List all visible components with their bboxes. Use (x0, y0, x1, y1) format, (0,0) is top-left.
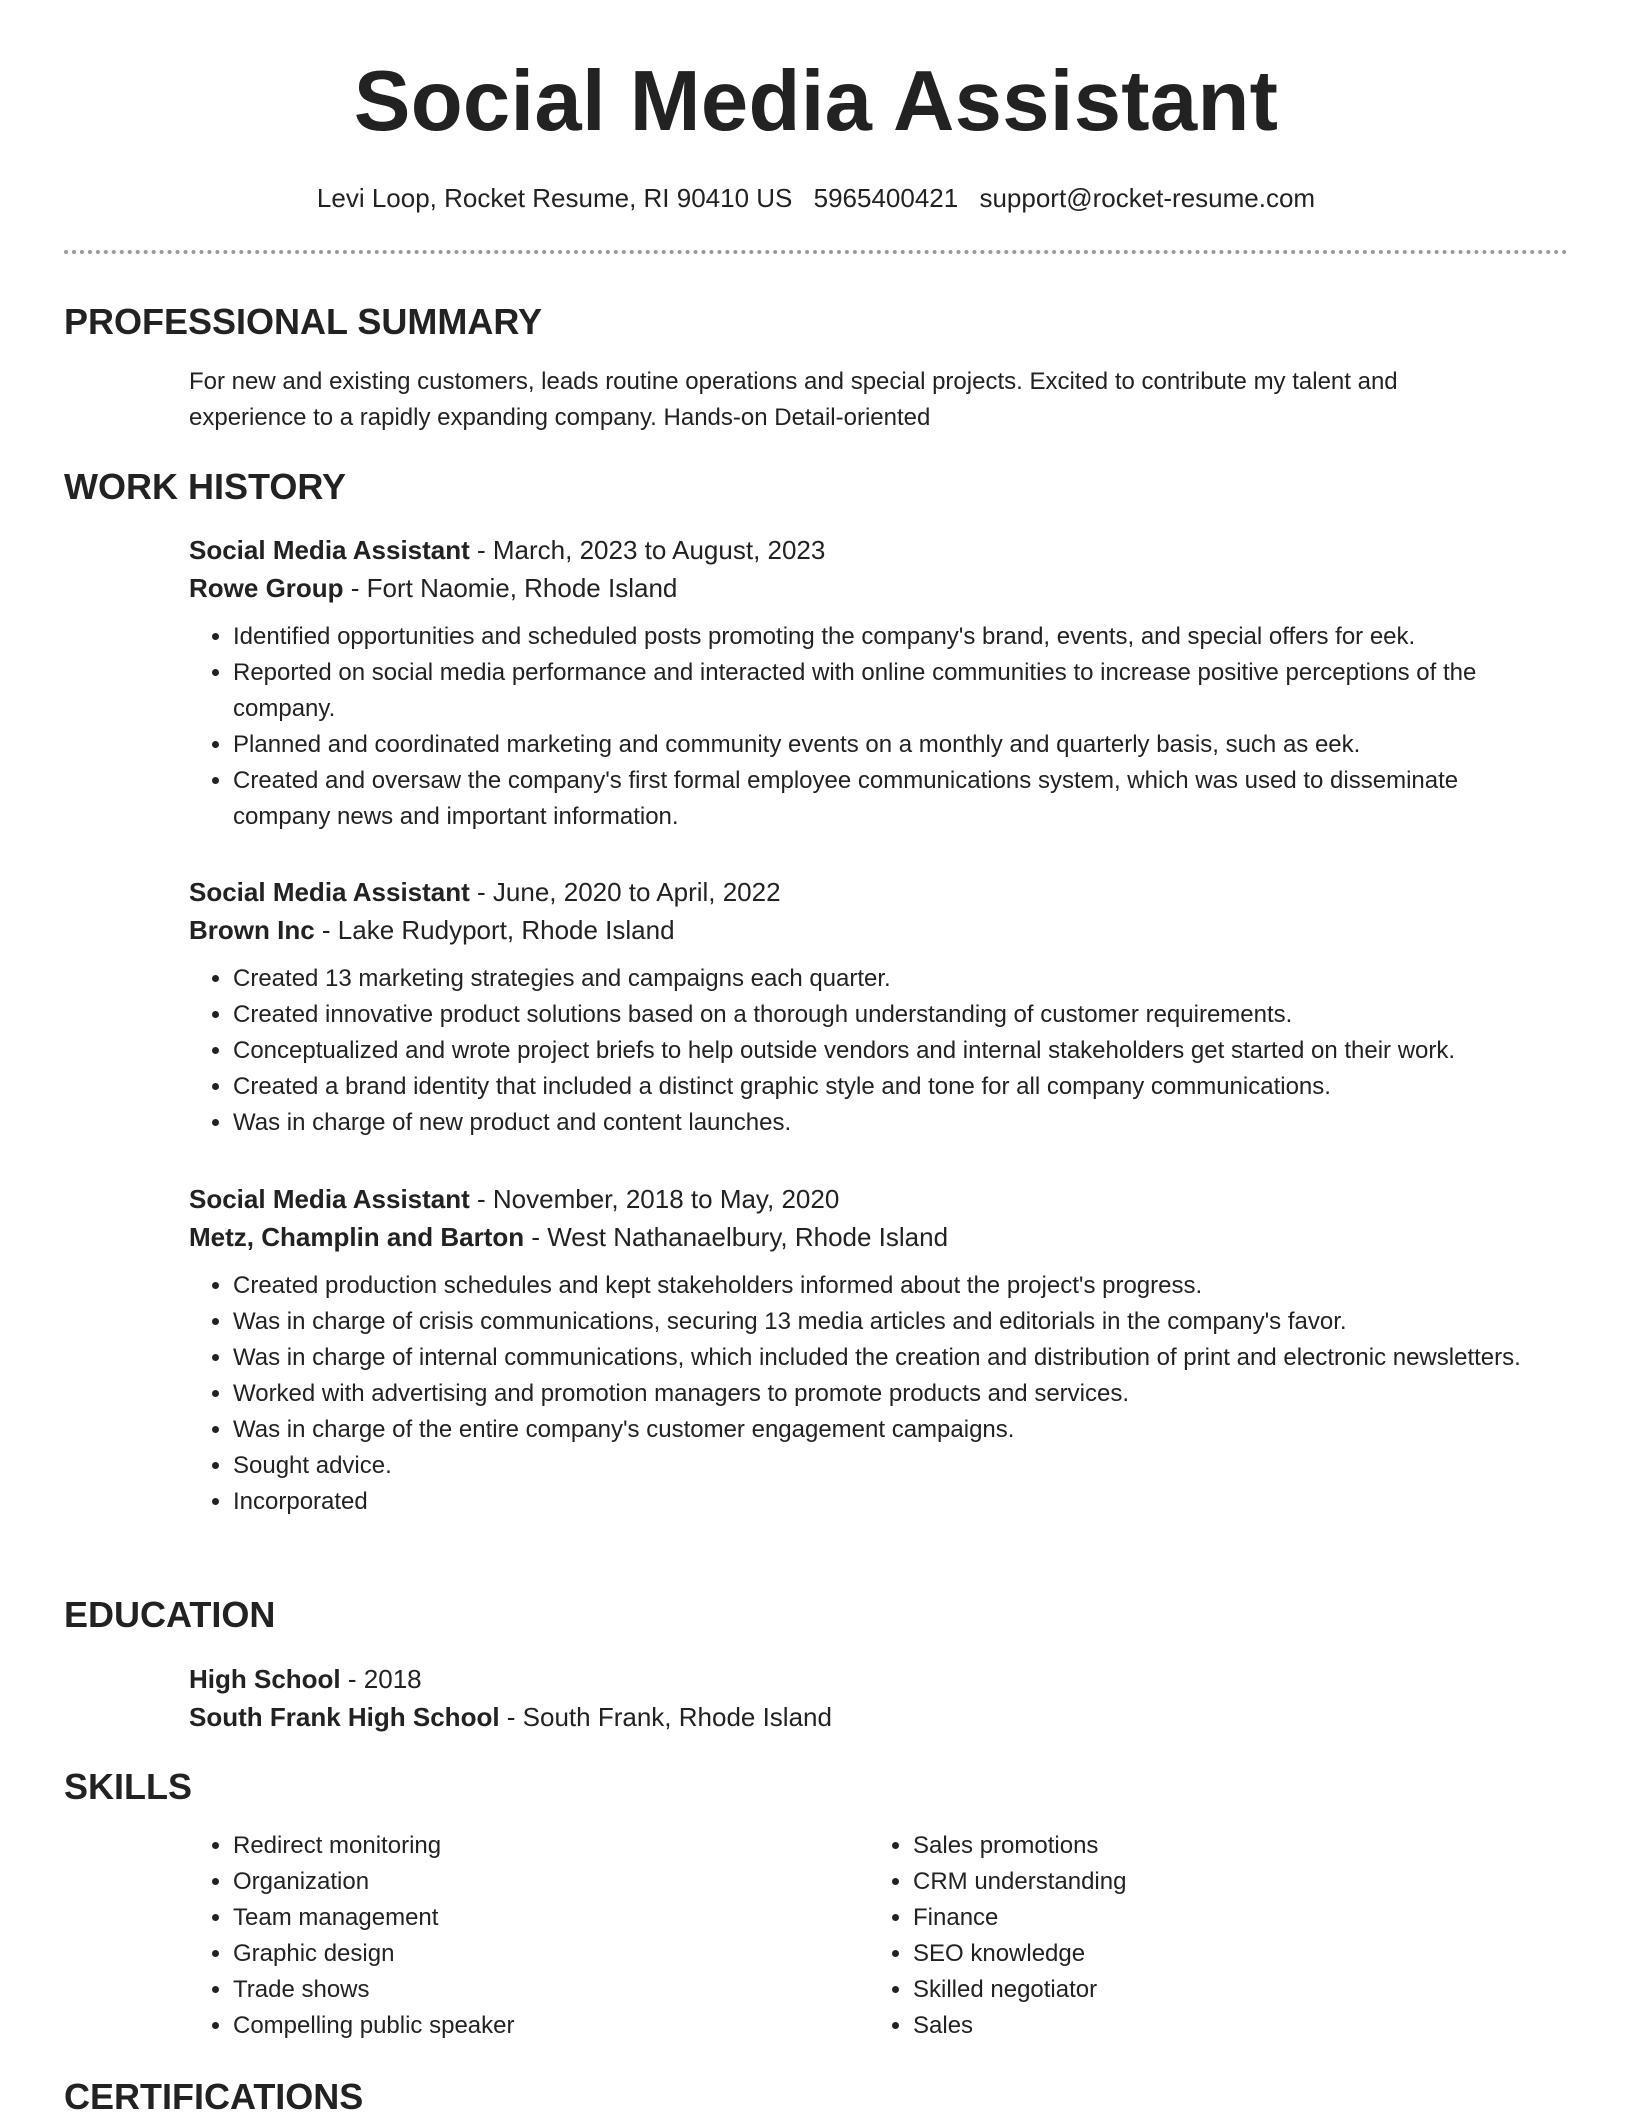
job-role: Social Media Assistant (189, 535, 470, 565)
job-company-line (189, 911, 1559, 949)
list-item: • Created a brand identity that included a distinct graphic style and tone for all company communications. (233, 1069, 1559, 1105)
job-company: Metz, Champlin and Barton (189, 1222, 525, 1252)
skill-item: • Team management (233, 1900, 833, 1936)
job-company: Rowe Group (189, 573, 344, 603)
skill-item: • SEO knowledge (913, 1936, 1513, 1972)
contact-line (0, 180, 1632, 216)
job-title-line (189, 873, 1559, 911)
skill-item: • Finance (913, 1900, 1513, 1936)
list-item: • Reported on social media performance and interacted with online communities to increase positive perceptions of the company. (233, 655, 1559, 727)
contact-phone: 5965400421 (813, 183, 959, 213)
skill-item: • Redirect monitoring (233, 1828, 833, 1864)
job-dates: - March, 2023 to August, 2023 (469, 535, 826, 565)
skill-item: • Graphic design (233, 1936, 833, 1972)
list-item: • Sought advice. (233, 1448, 1559, 1484)
skills-right-list (869, 1828, 1513, 2044)
list-item: • Conceptualized and wrote project briefs to help outside vendors and internal stakeholders get started on their work. (233, 1033, 1559, 1069)
list-item: • Created innovative product solutions based on a thorough understanding of customer requirements. (233, 997, 1559, 1033)
list-item: • Was in charge of new product and content launches. (233, 1105, 1559, 1141)
skill-item: • Skilled negotiator (913, 1972, 1513, 2008)
list-item: • Worked with advertising and promotion managers to promote products and services. (233, 1376, 1559, 1412)
contact-address: Levi Loop, Rocket Resume, RI 90410 US (316, 183, 793, 213)
contact-email: support@rocket-resume.com (979, 183, 1316, 213)
job-location: - Fort Naomie, Rhode Island (343, 573, 678, 603)
job-location: - Lake Rudyport, Rhode Island (314, 915, 675, 945)
skill-item: • Trade shows (233, 1972, 833, 2008)
job-bullets (189, 1268, 1559, 1520)
skills-left-list (189, 1828, 833, 2044)
job-company-line (189, 1218, 1559, 1256)
skill-item: • Organization (233, 1864, 833, 1900)
education-school-line (189, 1698, 1559, 1736)
summary-text: For new and existing customers, leads routine operations and special projects. Excited to contribute my talent and experience to a rapidly expanding company. Hands-on Detail-oriented (189, 368, 1398, 431)
summary-heading: PROFESSIONAL SUMMARY (64, 301, 543, 342)
education-entry (189, 1660, 1559, 1736)
job-role: Social Media Assistant (189, 877, 470, 907)
list-item: • Was in charge of the entire company's customer engagement campaigns. (233, 1412, 1559, 1448)
job-entry (189, 1180, 1559, 1520)
list-item: • Created 13 marketing strategies and campaigns each quarter. (233, 961, 1559, 997)
job-title-line (189, 1180, 1559, 1218)
list-item: • Incorporated (233, 1484, 1559, 1520)
skills-heading: SKILLS (64, 1766, 193, 1807)
job-title-line (189, 531, 1559, 569)
job-bullets (189, 961, 1559, 1141)
resume-name: Social Media Assistant (353, 54, 1279, 149)
list-item: • Was in charge of crisis communications, securing 13 media articles and editorials in the company's favor. (233, 1304, 1559, 1340)
education-school: South Frank High School (189, 1702, 500, 1732)
job-role: Social Media Assistant (189, 1184, 470, 1214)
job-entry (189, 873, 1559, 1141)
skill-item: • Compelling public speaker (233, 2008, 833, 2044)
job-entry (189, 531, 1559, 835)
list-item: • Was in charge of internal communications, which included the creation and distribution of print and electronic newsletters. (233, 1340, 1559, 1376)
education-degree: High School (189, 1664, 341, 1694)
education-location: - South Frank, Rhode Island (499, 1702, 832, 1732)
work-history-heading: WORK HISTORY (64, 466, 347, 507)
job-company-line (189, 569, 1559, 607)
education-heading: EDUCATION (64, 1594, 276, 1635)
list-item: • Identified opportunities and scheduled posts promoting the company's brand, events, and special offers for eek. (233, 619, 1559, 655)
list-item: • Created production schedules and kept stakeholders informed about the project's progress. (233, 1268, 1559, 1304)
list-item: • Planned and coordinated marketing and community events on a monthly and quarterly basis, such as eek. (233, 727, 1559, 763)
education-year: - 2018 (340, 1664, 422, 1694)
job-bullets (189, 619, 1559, 835)
skill-item: • Sales (913, 2008, 1513, 2044)
skill-item: • CRM understanding (913, 1864, 1513, 1900)
certifications-heading: CERTIFICATIONS (64, 2076, 364, 2117)
job-location: - West Nathanaelbury, Rhode Island (524, 1222, 949, 1252)
job-dates: - November, 2018 to May, 2020 (469, 1184, 840, 1214)
skill-item: • Sales promotions (913, 1828, 1513, 1864)
job-company: Brown Inc (189, 915, 315, 945)
header-divider (64, 250, 1568, 254)
job-dates: - June, 2020 to April, 2022 (469, 877, 781, 907)
education-degree-line (189, 1660, 1559, 1698)
list-item: • Created and oversaw the company's first formal employee communications system, which was used to disseminate company news and important information. (233, 763, 1559, 835)
